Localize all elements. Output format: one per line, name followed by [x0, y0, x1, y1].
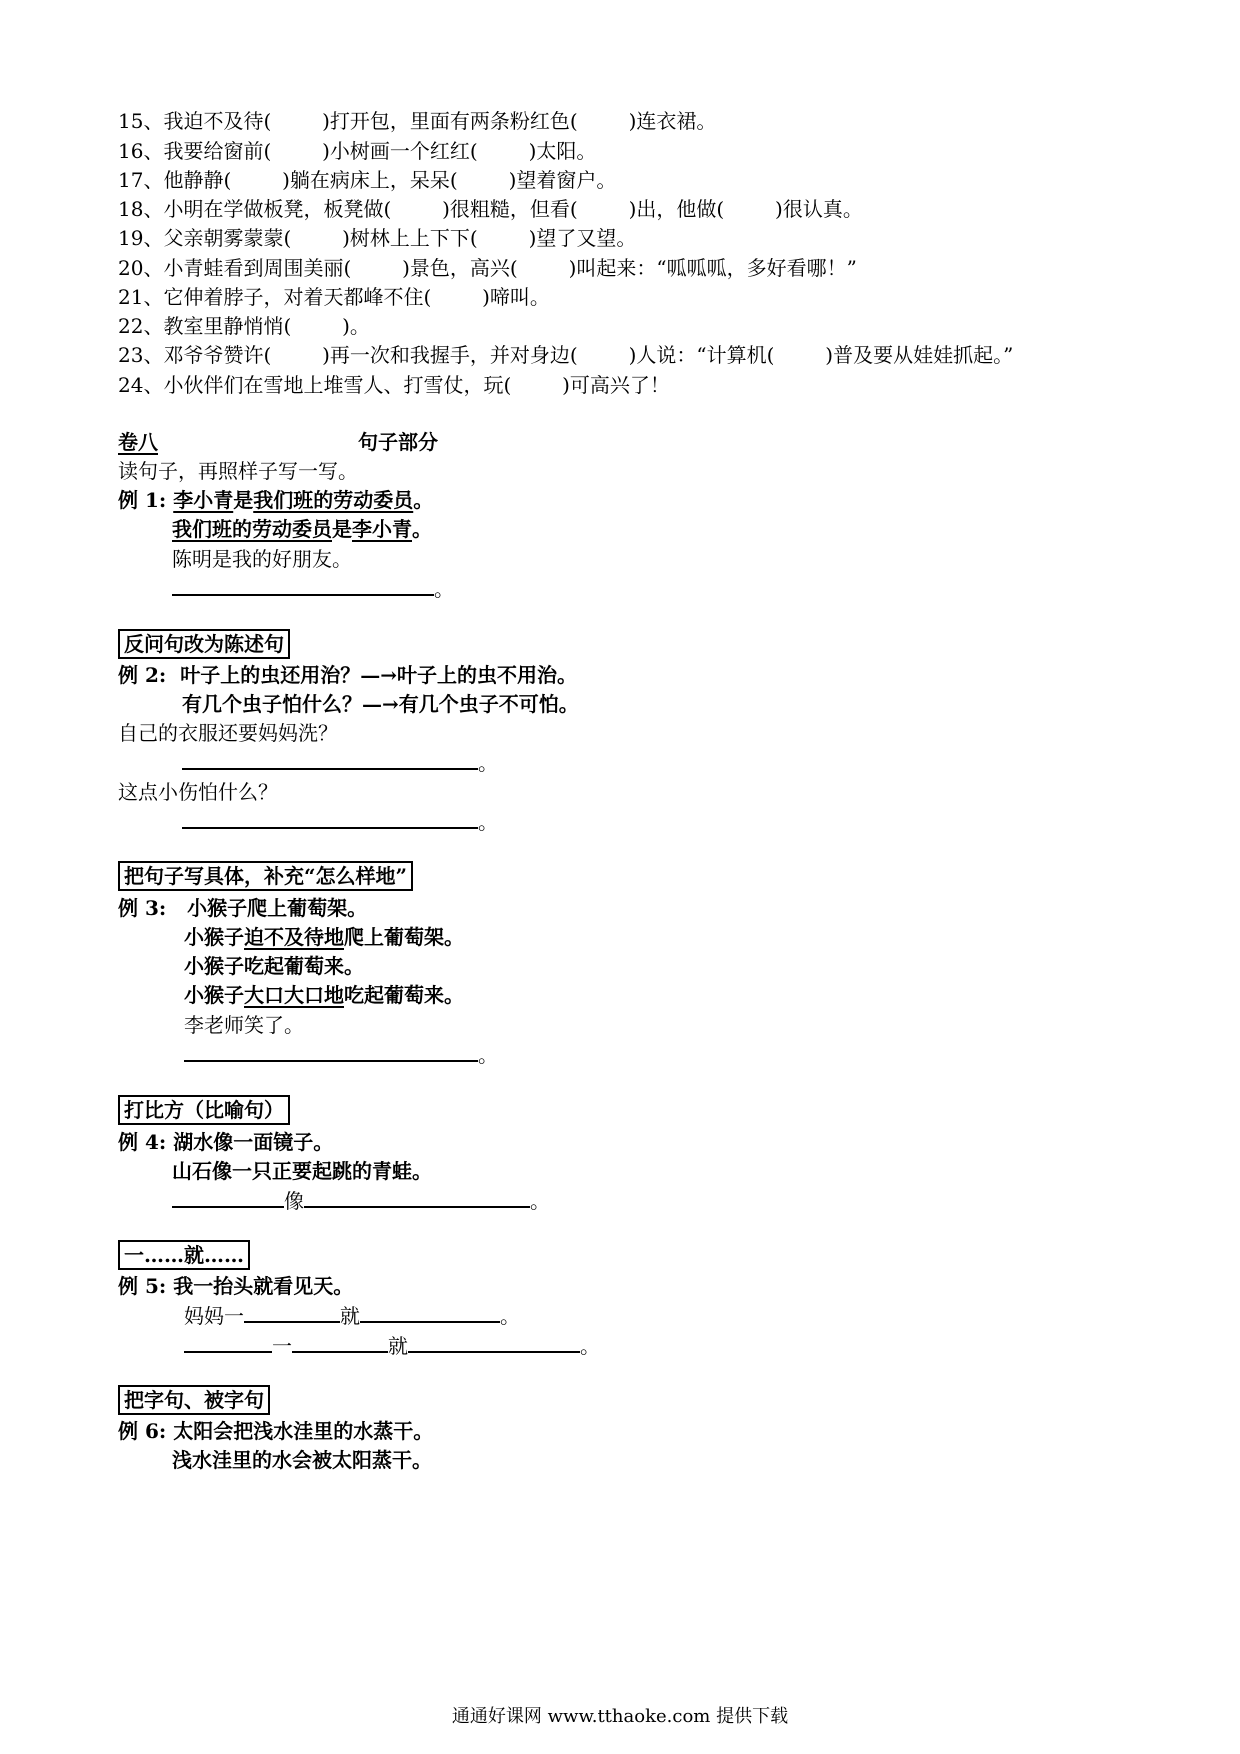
subject: 李小青 — [173, 488, 234, 512]
answer-line-2[interactable] — [182, 748, 498, 777]
question-20: 20、小青蛙看到周围美丽( )景色，高兴( )叫起来：“呱呱呱，多好看哪！” — [118, 256, 857, 280]
answer-line-7[interactable] — [184, 1331, 600, 1360]
example-3-line-2 — [184, 923, 464, 951]
answer-blank[interactable] — [360, 1301, 500, 1323]
like-word: 像 — [284, 1189, 304, 1213]
period: 。 — [478, 751, 498, 775]
subject: 李小青 — [352, 517, 412, 541]
question-18: 18、小明在学做板凳，板凳做( )很粗糙，但看( )出，他做( )很认真。 — [118, 197, 863, 221]
jiu-word: 就 — [340, 1304, 360, 1328]
answer-line-3[interactable] — [182, 807, 498, 836]
example-5-label: 例 5: — [118, 1274, 167, 1298]
period: 。 — [530, 1189, 550, 1213]
example-sentence: 小猴子爬上葡萄架。 — [187, 896, 368, 920]
question-21: 21、它伸着脖子，对着天都峰不住( )啼叫。 — [118, 285, 550, 309]
example-3-line-4 — [184, 981, 464, 1009]
example-3-label: 例 3: — [118, 896, 167, 920]
answer-blank[interactable] — [184, 1040, 478, 1062]
example-3-line-1 — [118, 894, 367, 922]
answer-blank[interactable] — [292, 1331, 388, 1353]
example-sentence: 叶子上的虫还用治？—→叶子上的虫不用治。 — [180, 663, 577, 687]
question-17: 17、他静静( )躺在病床上，呆呆( )望着窗户。 — [118, 168, 617, 192]
example-1-line-2 — [172, 515, 432, 543]
example-3-line-3: 小猴子吃起葡萄来。 — [184, 954, 364, 978]
verb: 是 — [233, 488, 254, 512]
question-16: 16、我要给窗前( )小树画一个红红( )太阳。 — [118, 139, 597, 163]
example-sentence: 我一抬头就看见天。 — [173, 1274, 354, 1298]
heading-box: 一……就…… — [118, 1240, 250, 1270]
answer-blank[interactable] — [172, 574, 434, 596]
task-prefix: 妈妈一 — [184, 1304, 244, 1328]
heading-box: 打比方（比喻句） — [118, 1095, 290, 1125]
question-22: 22、教室里静悄悄( )。 — [118, 314, 370, 338]
example-3-heading — [118, 861, 413, 891]
example-2-line-1 — [118, 661, 577, 689]
example-sentence: 湖水像一面镜子。 — [173, 1130, 334, 1154]
example-6-line-2: 浅水洼里的水会被太阳蒸干。 — [172, 1448, 432, 1472]
answer-line-1[interactable] — [172, 574, 454, 603]
question-19: 19、父亲朝雾蒙蒙( )树林上上下下( )望了又望。 — [118, 226, 637, 250]
volume-label: 卷八 — [118, 430, 158, 454]
example-5-heading — [118, 1240, 250, 1270]
example-4-line-2: 山石像一只正要起跳的青蛙。 — [172, 1159, 432, 1183]
example-4-line-1 — [118, 1128, 333, 1156]
heading-box: 把字句、被字句 — [118, 1385, 270, 1415]
text: 小猴子 — [184, 983, 244, 1007]
example-6-heading — [118, 1385, 270, 1415]
jiu-word: 就 — [388, 1334, 408, 1358]
answer-blank[interactable] — [304, 1186, 530, 1208]
period: 。 — [478, 1043, 498, 1067]
answer-line-5[interactable] — [172, 1186, 550, 1215]
example-2-task-2: 这点小伤怕什么？ — [118, 780, 278, 804]
text: 吃起葡萄来。 — [344, 983, 464, 1007]
answer-blank[interactable] — [172, 1186, 284, 1208]
footer-credit: 通通好课网 www.tthaoke.com 提供下载 — [451, 1706, 789, 1727]
example-2-task-1: 自己的衣服还要妈妈洗？ — [118, 721, 338, 745]
period: 。 — [413, 488, 434, 512]
example-4-label: 例 4: — [118, 1130, 167, 1154]
heading-box: 反问句改为陈述句 — [118, 629, 290, 659]
example-6-label: 例 6: — [118, 1419, 167, 1443]
object: 我们班的劳动委员 — [172, 517, 332, 541]
example-1-task: 陈明是我的好朋友。 — [172, 547, 352, 571]
question-24: 24、小伙伴们在雪地上堆雪人、打雪仗，玩( )可高兴了！ — [118, 373, 670, 397]
example-5-line-1 — [118, 1272, 353, 1300]
period: 。 — [412, 517, 432, 541]
text: 爬上葡萄架。 — [344, 925, 464, 949]
text: 小猴子 — [184, 925, 244, 949]
instruction: 读句子，再照样子写一写。 — [118, 459, 358, 483]
question-15: 15、我迫不及待( )打开包，里面有两条粉红色( )连衣裙。 — [118, 109, 717, 133]
object: 我们班的劳动委员 — [253, 488, 414, 512]
example-1-line-1 — [118, 486, 433, 514]
period: 。 — [478, 810, 498, 834]
heading-box: 把句子写具体，补充“怎么样地” — [118, 861, 413, 891]
answer-blank[interactable] — [244, 1301, 340, 1323]
adverbial: 大口大口地 — [244, 983, 344, 1007]
example-1-label: 例 1: — [118, 488, 167, 512]
example-2-line-2: 有几个虫子怕什么？—→有几个虫子不可怕。 — [182, 692, 579, 716]
example-2-heading — [118, 629, 290, 659]
verb: 是 — [332, 517, 352, 541]
answer-blank[interactable] — [182, 748, 478, 770]
example-6-line-1 — [118, 1417, 433, 1445]
question-23: 23、邓爷爷赞许( )再一次和我握手，并对身边( )人说：“计算机( )普及要从娃娃抓起。” — [118, 343, 1014, 367]
section-header — [118, 428, 438, 456]
period: 。 — [434, 577, 454, 601]
answer-line-6[interactable] — [184, 1301, 520, 1330]
adverbial: 迫不及待地 — [244, 925, 344, 949]
period: 。 — [500, 1304, 520, 1328]
answer-blank[interactable] — [184, 1331, 272, 1353]
example-sentence: 太阳会把浅水洼里的水蒸干。 — [173, 1419, 434, 1443]
answer-line-4[interactable] — [184, 1040, 498, 1069]
example-4-heading — [118, 1095, 290, 1125]
yi-word: 一 — [272, 1334, 292, 1358]
example-3-task: 李老师笑了。 — [184, 1013, 304, 1037]
answer-blank[interactable] — [408, 1331, 580, 1353]
answer-blank[interactable] — [182, 807, 478, 829]
section-title: 句子部分 — [358, 430, 438, 454]
example-2-label: 例 2: — [118, 663, 167, 687]
period: 。 — [580, 1334, 600, 1358]
